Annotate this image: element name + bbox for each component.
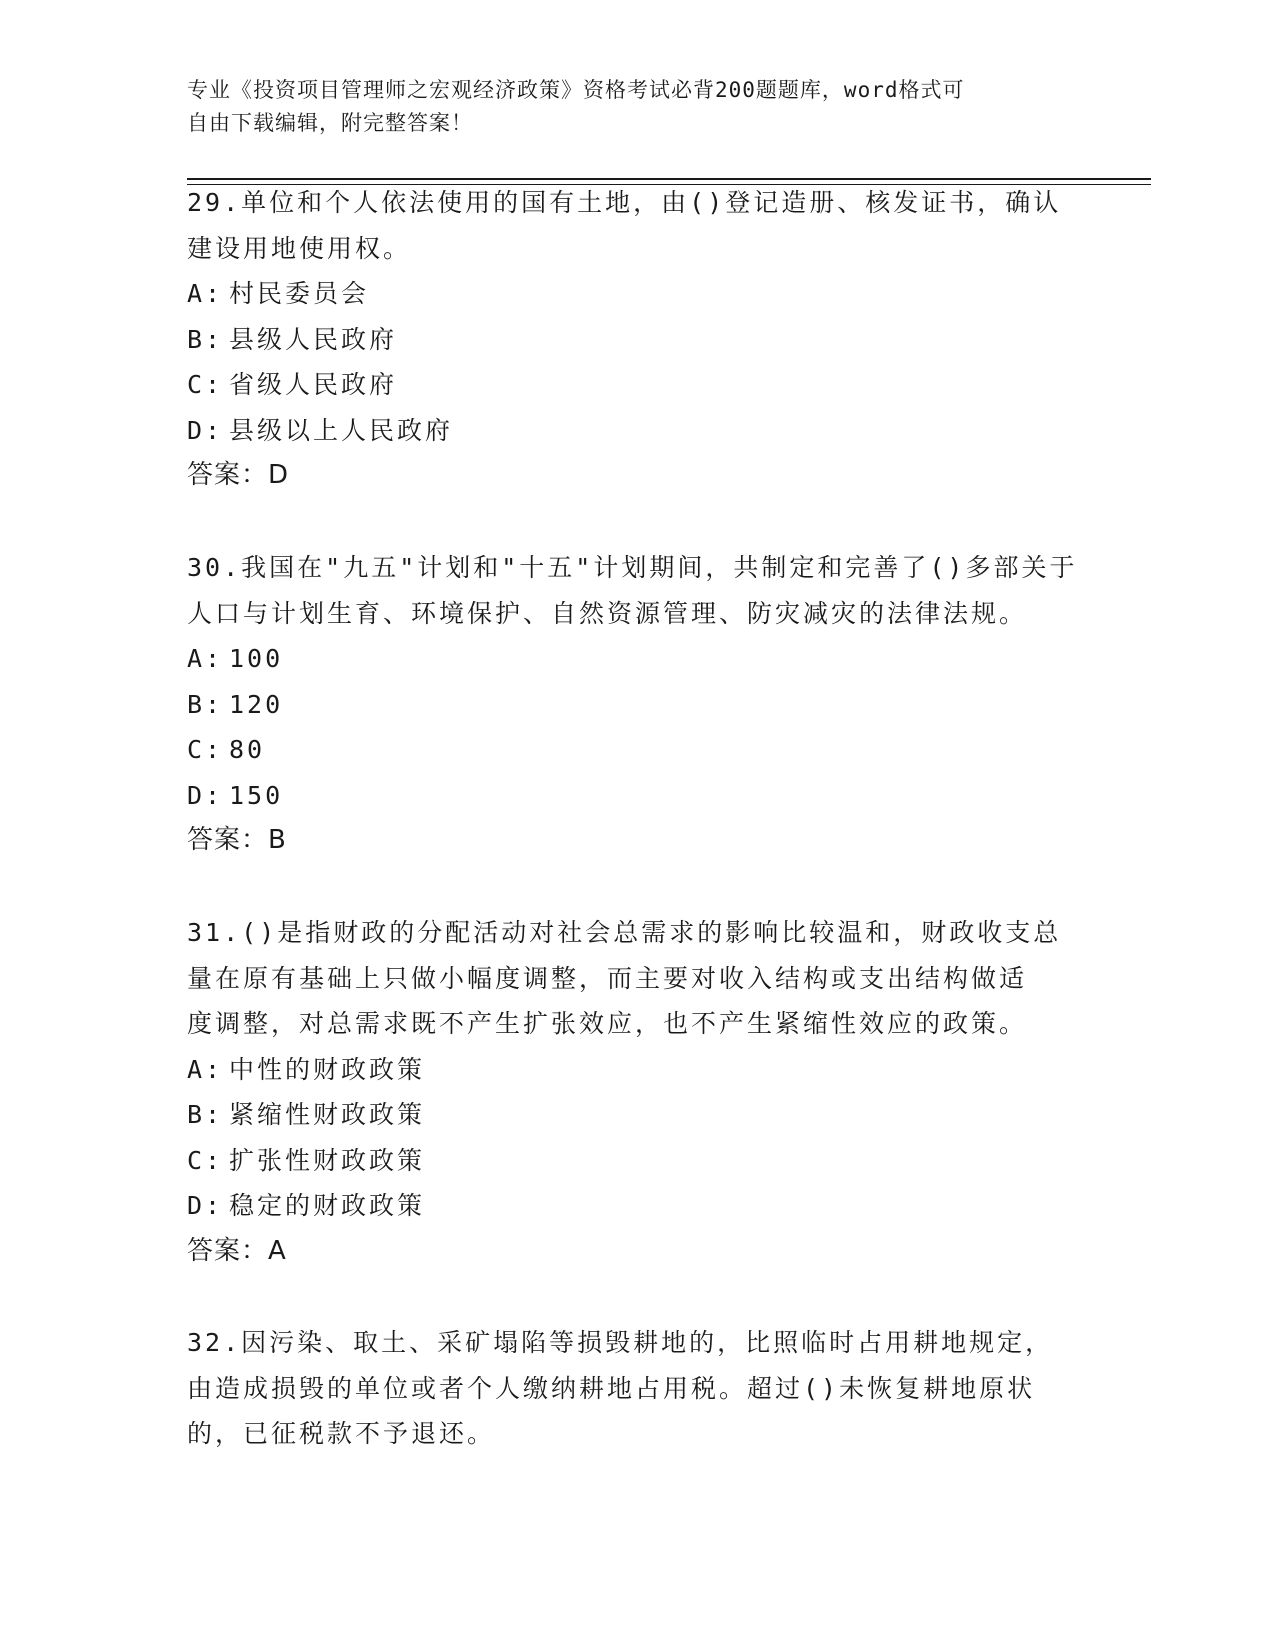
- question-text-line: 30.我国在"九五"计划和"十五"计划期间，共制定和完善了()多部关于: [187, 553, 1078, 582]
- option-c: [187, 362, 1087, 408]
- question-text-line: 人口与计划生育、环境保护、自然资源管理、防灾减灾的法律法规。: [187, 598, 1028, 628]
- option-key: A:: [187, 1054, 224, 1084]
- option-key: B:: [187, 324, 224, 354]
- question-text-line: 31.()是指财政的分配活动对社会总需求的影响比较温和，财政收支总: [187, 918, 1062, 947]
- question-text-line: 量在原有基础上只做小幅度调整，而主要对收入结构或支出结构做适: [187, 963, 1028, 993]
- option-key: C:: [187, 735, 224, 764]
- option-value: 县级人民政府: [229, 324, 398, 354]
- question-text-line: 由造成损毁的单位或者个人缴纳耕地占用税。超过()未恢复耕地原状: [187, 1373, 1036, 1403]
- option-key: B:: [187, 689, 224, 719]
- option-value: 150: [229, 780, 284, 810]
- option-a: [187, 636, 1087, 682]
- option-value: 120: [229, 689, 284, 719]
- question-text-line: 建设用地使用权。: [187, 233, 412, 263]
- option-a: [187, 271, 1087, 317]
- option-key: D:: [187, 1191, 224, 1220]
- answer-line: 答案：B: [187, 825, 287, 855]
- question-32: [187, 1320, 1087, 1457]
- option-key: D:: [187, 780, 224, 810]
- option-b: [187, 682, 1087, 728]
- option-key: C:: [187, 1145, 224, 1175]
- option-value: 稳定的财政政策: [229, 1191, 426, 1220]
- option-key: A:: [187, 644, 224, 673]
- option-c: [187, 727, 1087, 773]
- header-line-1: 专业《投资项目管理师之宏观经济政策》资格考试必背200题题库，word格式可: [187, 78, 965, 102]
- answer-line: 答案：A: [187, 1235, 287, 1266]
- option-value: 村民委员会: [229, 279, 370, 308]
- option-a: [187, 1047, 1087, 1093]
- option-value: 中性的财政政策: [229, 1054, 426, 1084]
- option-b: [187, 1092, 1087, 1138]
- option-key: C:: [187, 370, 224, 399]
- option-value: 县级以上人民政府: [229, 415, 454, 445]
- option-value: 80: [229, 735, 266, 764]
- answer-line: 答案：D: [187, 460, 290, 490]
- document-header: [187, 74, 1067, 140]
- option-value: 紧缩性财政政策: [229, 1100, 426, 1129]
- question-text-line: 29.单位和个人依法使用的国有土地，由()登记造册、核发证书，确认: [187, 188, 1062, 217]
- option-key: A:: [187, 279, 224, 308]
- option-d: [187, 1183, 1087, 1229]
- option-c: [187, 1138, 1087, 1184]
- question-30: [187, 545, 1087, 864]
- option-b: [187, 317, 1087, 363]
- question-text-line: 的，已征税款不予退还。: [187, 1419, 496, 1448]
- option-value: 扩张性财政政策: [229, 1145, 426, 1175]
- question-text-line: 32.因污染、取土、采矿塌陷等损毁耕地的，比照临时占用耕地规定，: [187, 1328, 1054, 1357]
- option-value: 省级人民政府: [229, 370, 398, 399]
- question-29: [187, 180, 1087, 499]
- option-d: [187, 773, 1087, 819]
- option-d: [187, 408, 1087, 454]
- question-text-line: 度调整，对总需求既不产生扩张效应，也不产生紧缩性效应的政策。: [187, 1009, 1028, 1038]
- header-line-2: 自由下载编辑，附完整答案！: [187, 111, 473, 135]
- question-31: [187, 910, 1087, 1274]
- option-key: D:: [187, 415, 224, 445]
- option-key: B:: [187, 1100, 224, 1129]
- option-value: 100: [229, 644, 284, 673]
